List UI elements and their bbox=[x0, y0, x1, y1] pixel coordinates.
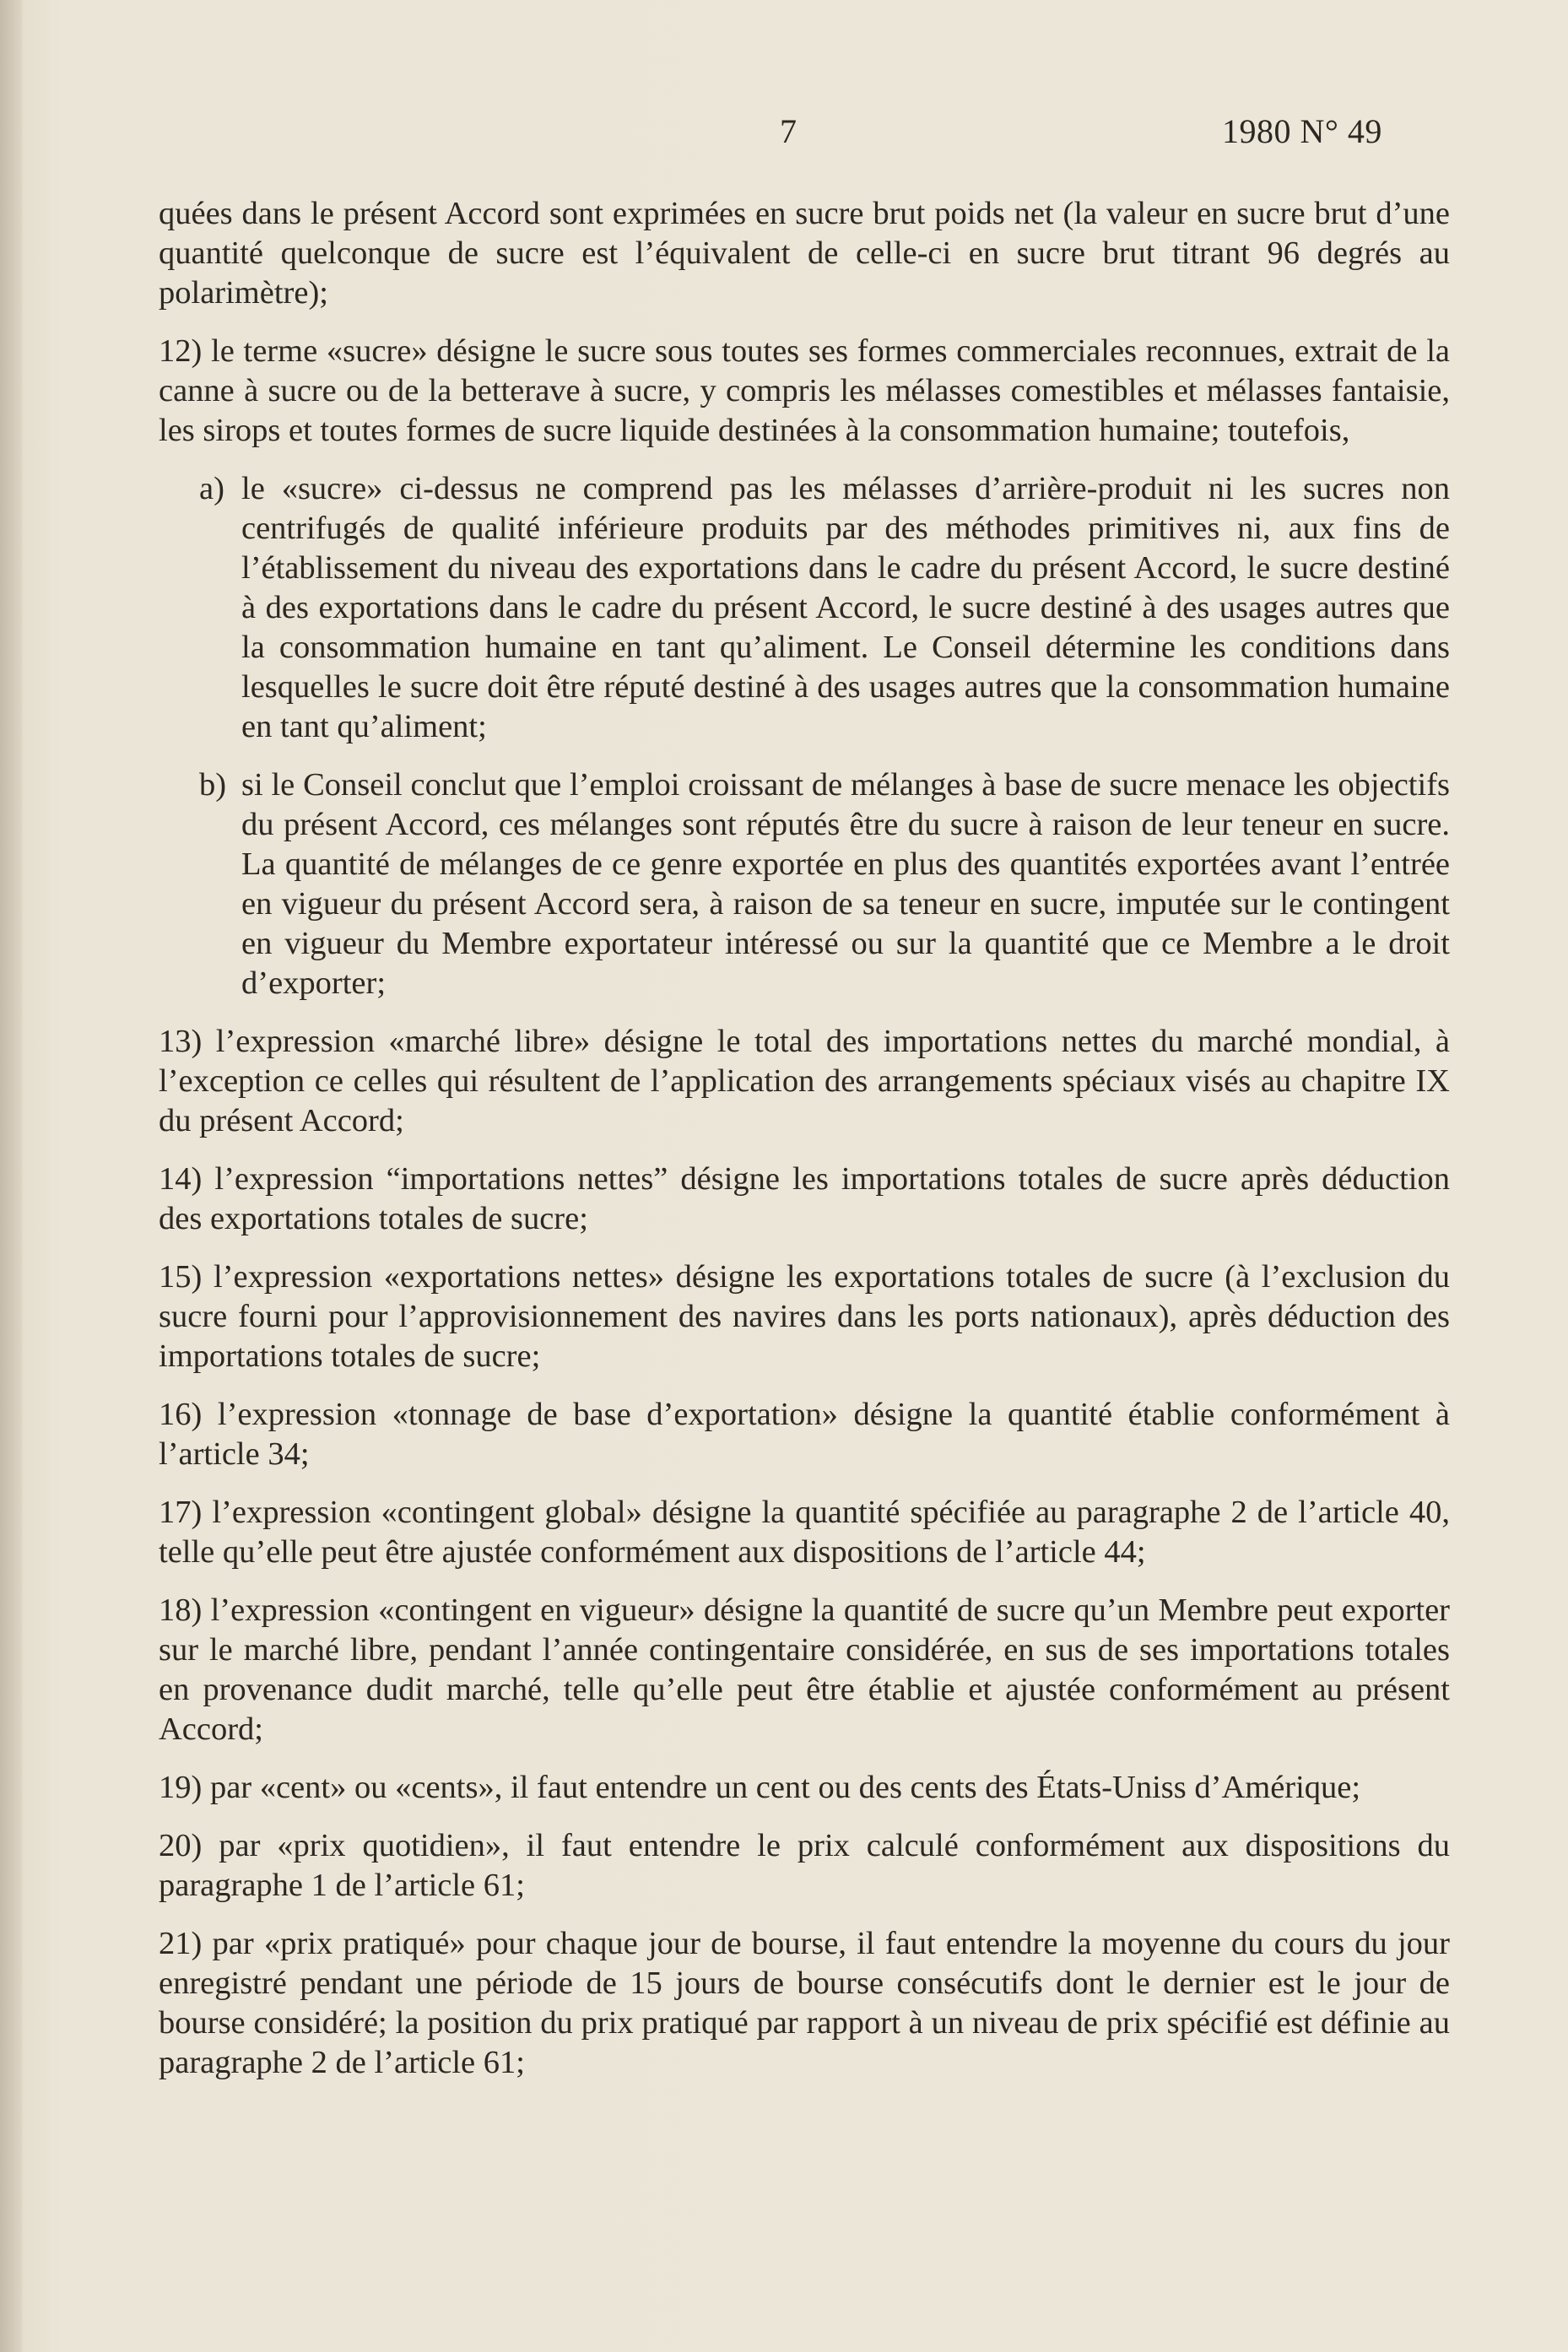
paragraph-14: 14) l’expression “importations nettes” désigne les importations totales de sucre après déduction des exportations totales de sucre; bbox=[159, 1161, 1450, 1236]
subitem-label: b) bbox=[199, 767, 227, 803]
page-content bbox=[159, 194, 1450, 2101]
subitem-b bbox=[199, 765, 1450, 1003]
subitem-text: le «sucre» ci-dessus ne comprend pas les mélasses d’arrière-produit ni les sucres non centrifugés de qualité inférieure produits par des méthodes primitives ni, aux fins de l’établissement du niveau des exportations dans le cadre du présent Accord, le sucre destiné à des exportations dans le cadre du présent Accord, le sucre destiné à des usages autres que la consommation humaine en tant qu’aliment. Le Conseil détermine les conditions dans lesquelles le sucre doit être réputé destiné à des usages autres que la consommation humaine en tant qu’aliment; bbox=[241, 471, 1450, 744]
paragraph-20: 20) par «prix quotidien», il faut entendre le prix calculé conformément aux dispositions du paragraphe 1 de l’article 61; bbox=[159, 1828, 1450, 1903]
subitem-a bbox=[199, 469, 1450, 747]
paragraph-12: 12) le terme «sucre» désigne le sucre sous toutes ses formes commerciales reconnues, extrait de la canne à sucre ou de la betterave à sucre, y compris les mélasses comestibles et mélasses fantaisie, les sirops et toutes formes de sucre liquide destinées à la consommation humaine; toutefois, bbox=[159, 333, 1450, 448]
paragraph-17: 17) l’expression «contingent global» désigne la quantité spécifiée au paragraphe 2 de l’article 40, telle qu’elle peut être ajustée conformément aux dispositions de l’article 44; bbox=[159, 1495, 1450, 1570]
paragraph-15: 15) l’expression «exportations nettes» désigne les exportations totales de sucre (à l’exclusion du sucre fourni pour l’approvisionnement des navires dans les ports nationaux), après déduction des importations totales de sucre; bbox=[159, 1259, 1450, 1374]
subitem-label: a) bbox=[199, 471, 224, 506]
paragraph-21: 21) par «prix pratiqué» pour chaque jour de bourse, il faut entendre la moyenne du cours du jour enregistré pendant une période de 15 jours de bourse consécutifs dont le dernier est le jour de bourse considéré; la position du prix pratiqué par rapport à un niveau de prix spécifié est définie au paragraphe 2 de l’article 61; bbox=[159, 1926, 1450, 2080]
binding-gutter bbox=[0, 0, 22, 2352]
paragraph-19: 19) par «cent» ou «cents», il faut entendre un cent ou des cents des États-Uniss d’Amérique; bbox=[159, 1770, 1361, 1805]
subitem-text: si le Conseil conclut que l’emploi croissant de mélanges à base de sucre menace les objectifs du présent Accord, ces mélanges sont réputés être du sucre à raison de leur teneur en sucre. La quantité de mélanges de ce genre exportée en plus des quantités exportées avant l’entrée en vigueur du présent Accord sera, à raison de sa teneur en sucre, imputée sur le contingent en vigueur du Membre exportateur intéressé ou sur la quantité que ce Membre a le droit d’exporter; bbox=[241, 767, 1450, 1001]
paragraph-13: 13) l’expression «marché libre» désigne le total des importations nettes du marché mondial, à l’exception ce celles qui résultent de l’application des arrangements spéciaux visés au chapitre IX du présent Accord; bbox=[159, 1024, 1450, 1138]
document-reference: 1980 N° 49 bbox=[1222, 112, 1382, 150]
paragraph-continued: quées dans le présent Accord sont exprimées en sucre brut poids net (la valeur en sucre brut d’une quantité quelconque de sucre est l’équivalent de celle-ci en sucre brut titrant 96 degrés au polarimètre); bbox=[159, 196, 1450, 311]
paragraph-18: 18) l’expression «contingent en vigueur» désigne la quantité de sucre qu’un Membre peut exporter sur le marché libre, pendant l’année contingentaire considérée, en sus de ses importations totales en provenance dudit marché, telle qu’elle peut être établie et ajustée conformément au présent Accord; bbox=[159, 1592, 1450, 1747]
paragraph-16: 16) l’expression «tonnage de base d’exportation» désigne la quantité établie conformément à l’article 34; bbox=[159, 1397, 1450, 1472]
page-number: 7 bbox=[780, 112, 797, 150]
